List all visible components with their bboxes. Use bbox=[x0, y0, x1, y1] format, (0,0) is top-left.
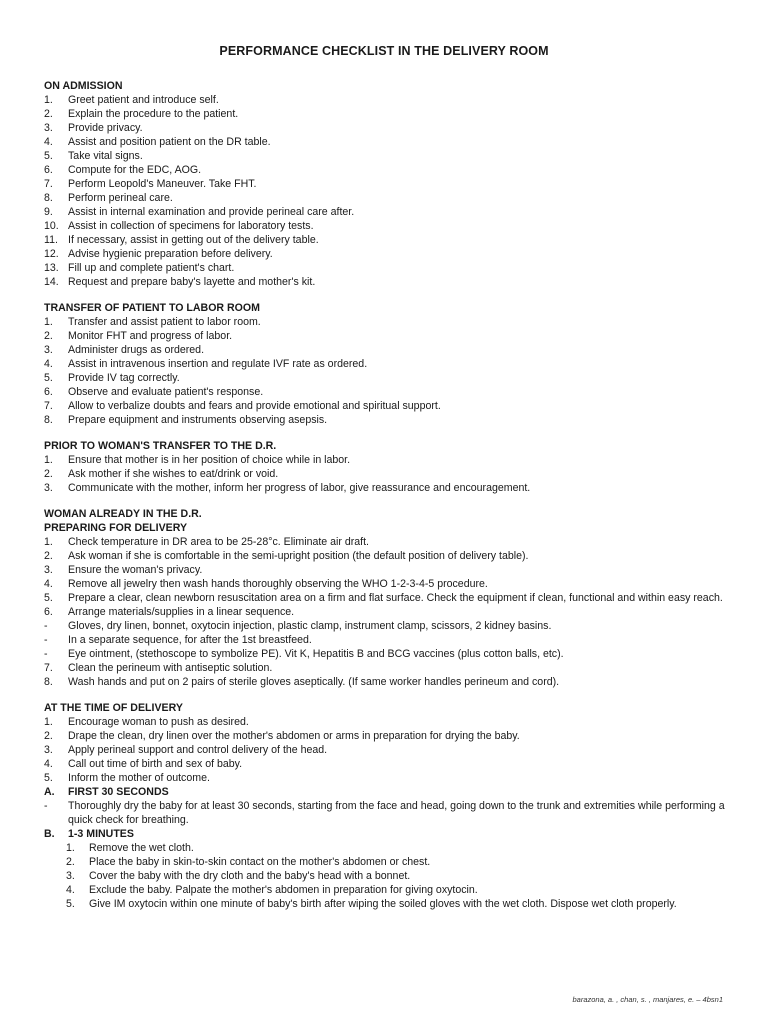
item-text: Wash hands and put on 2 pairs of sterile gloves aseptically. (If same worker handles perineum and cord). bbox=[68, 676, 560, 688]
item-text: Drape the clean, dry linen over the mother's abdomen or arms in preparation for drying the baby. bbox=[68, 730, 520, 742]
item-marker: A. bbox=[44, 786, 55, 798]
item-text: Exclude the baby. Palpate the mother's abdomen in preparation for giving oxytocin. bbox=[89, 884, 478, 896]
item-text: 1-3 MINUTES bbox=[68, 828, 134, 840]
item-marker: 3. bbox=[44, 344, 53, 356]
section-heading: PREPARING FOR DELIVERY bbox=[44, 522, 188, 534]
checklist-item bbox=[44, 107, 734, 121]
item-marker: 1. bbox=[44, 536, 53, 548]
item-text: Ensure the woman's privacy. bbox=[68, 564, 203, 576]
item-marker: 7. bbox=[44, 400, 53, 412]
item-marker: - bbox=[44, 634, 48, 646]
document-title: PERFORMANCE CHECKLIST IN THE DELIVERY ROOM bbox=[219, 44, 549, 58]
checklist-section bbox=[44, 439, 734, 495]
item-text: Administer drugs as ordered. bbox=[68, 344, 205, 356]
item-marker: 6. bbox=[44, 606, 53, 618]
checklist-item bbox=[44, 233, 734, 247]
item-marker: 5. bbox=[44, 592, 53, 604]
checklist-item bbox=[44, 715, 734, 729]
checklist-item bbox=[44, 591, 734, 605]
item-text: Monitor FHT and progress of labor. bbox=[68, 330, 233, 342]
checklist-item bbox=[66, 855, 734, 869]
checklist-item bbox=[44, 619, 734, 633]
item-marker: - bbox=[44, 620, 48, 632]
checklist-item bbox=[44, 121, 734, 135]
checklist-item bbox=[44, 177, 734, 191]
item-marker: 5. bbox=[66, 898, 75, 910]
checklist-item bbox=[44, 729, 734, 743]
checklist-item bbox=[44, 771, 734, 785]
item-marker: 10. bbox=[44, 220, 59, 232]
checklist-section bbox=[44, 301, 734, 427]
item-marker: 5. bbox=[44, 372, 53, 384]
item-marker: 3. bbox=[44, 564, 53, 576]
checklist-item bbox=[44, 481, 734, 495]
section-heading: PRIOR TO WOMAN'S TRANSFER TO THE D.R. bbox=[44, 440, 277, 452]
item-marker: 13. bbox=[44, 262, 59, 274]
item-marker: 3. bbox=[66, 870, 75, 882]
item-text: Perform Leopold's Maneuver. Take FHT. bbox=[68, 178, 257, 190]
checklist-item bbox=[44, 275, 734, 289]
item-marker: 9. bbox=[44, 206, 53, 218]
item-marker: 11. bbox=[44, 234, 58, 246]
checklist-item bbox=[44, 453, 734, 467]
item-text: Place the baby in skin-to-skin contact on the mother's abdomen or chest. bbox=[89, 856, 431, 868]
item-marker: 12. bbox=[44, 248, 59, 260]
checklist-item bbox=[44, 357, 734, 371]
item-text: Gloves, dry linen, bonnet, oxytocin injection, plastic clamp, instrument clamp, scissors, 2 kidney basins. bbox=[68, 620, 552, 632]
item-text: Ensure that mother is in her position of choice while in labor. bbox=[68, 454, 351, 466]
checklist-item bbox=[44, 757, 734, 771]
item-marker: 6. bbox=[44, 164, 53, 176]
item-text: Clean the perineum with antiseptic solution. bbox=[68, 662, 273, 674]
checklist-content bbox=[44, 79, 734, 923]
checklist-item bbox=[44, 827, 734, 841]
section-heading: WOMAN ALREADY IN THE D.R. bbox=[44, 508, 202, 520]
checklist-item bbox=[44, 261, 734, 275]
item-marker: 1. bbox=[44, 94, 53, 106]
item-text: Provide IV tag correctly. bbox=[68, 372, 180, 384]
item-text: Take vital signs. bbox=[68, 150, 143, 162]
checklist-item bbox=[44, 467, 734, 481]
checklist-item bbox=[44, 661, 734, 675]
author-footer: barazona, a. , chan, s. , manjares, e. – 4bsn1 bbox=[572, 995, 723, 1004]
section-heading: TRANSFER OF PATIENT TO LABOR ROOM bbox=[44, 302, 260, 314]
item-text: If necessary, assist in getting out of the delivery table. bbox=[68, 234, 319, 246]
checklist-item bbox=[66, 869, 734, 883]
item-marker: 1. bbox=[44, 316, 53, 328]
item-text: Call out time of birth and sex of baby. bbox=[68, 758, 243, 770]
item-text: Compute for the EDC, AOG. bbox=[68, 164, 202, 176]
item-text: Fill up and complete patient's chart. bbox=[68, 262, 235, 274]
item-marker: 8. bbox=[44, 192, 53, 204]
checklist-item bbox=[44, 163, 734, 177]
item-text: Ask woman if she is comfortable in the semi-upright position (the default position of delivery table). bbox=[68, 550, 529, 562]
checklist-item bbox=[44, 315, 734, 329]
item-marker: 2. bbox=[44, 468, 53, 480]
checklist-item bbox=[44, 549, 734, 563]
item-text: Prepare equipment and instruments observing asepsis. bbox=[68, 414, 328, 426]
checklist-item bbox=[44, 219, 734, 233]
checklist-item bbox=[44, 371, 734, 385]
checklist-item bbox=[44, 647, 734, 661]
item-marker: 4. bbox=[44, 758, 53, 770]
section-heading: AT THE TIME OF DELIVERY bbox=[44, 702, 183, 714]
item-marker: 5. bbox=[44, 150, 53, 162]
item-text: Apply perineal support and control delivery of the head. bbox=[68, 744, 328, 756]
checklist-item bbox=[44, 675, 734, 689]
checklist-item bbox=[44, 329, 734, 343]
checklist-item bbox=[44, 135, 734, 149]
item-text: Remove the wet cloth. bbox=[89, 842, 194, 854]
item-marker: 7. bbox=[44, 662, 53, 674]
checklist-item bbox=[44, 633, 734, 647]
item-text: Greet patient and introduce self. bbox=[68, 94, 219, 106]
checklist-item bbox=[44, 247, 734, 261]
checklist-item bbox=[66, 883, 734, 897]
item-text: Assist in collection of specimens for laboratory tests. bbox=[68, 220, 314, 232]
item-marker: 14. bbox=[44, 276, 59, 288]
item-marker: 2. bbox=[44, 108, 53, 120]
item-text: FIRST 30 SECONDS bbox=[68, 786, 169, 798]
checklist-item bbox=[44, 191, 734, 205]
item-marker: 4. bbox=[44, 578, 53, 590]
item-text: Prepare a clear, clean newborn resuscitation area on a firm and flat surface. Check the equipment if clean, functional and within easy reach. bbox=[68, 592, 723, 604]
checklist-item bbox=[44, 385, 734, 399]
checklist-item bbox=[66, 841, 734, 855]
checklist-item bbox=[44, 413, 734, 427]
item-text: Request and prepare baby's layette and mother's kit. bbox=[68, 276, 316, 288]
item-marker: 2. bbox=[44, 730, 53, 742]
item-marker: 2. bbox=[66, 856, 75, 868]
item-marker: - bbox=[44, 800, 48, 812]
item-text: Allow to verbalize doubts and fears and provide emotional and spiritual support. bbox=[68, 400, 441, 412]
checklist-item bbox=[66, 897, 734, 911]
item-marker: - bbox=[44, 648, 48, 660]
item-text: Inform the mother of outcome. bbox=[68, 772, 210, 784]
checklist-item bbox=[44, 535, 734, 549]
item-marker: 8. bbox=[44, 414, 53, 426]
item-marker: 2. bbox=[44, 550, 53, 562]
item-marker: 3. bbox=[44, 482, 53, 494]
item-text: Eye ointment, (stethoscope to symbolize PE). Vit K, Hepatitis B and BCG vaccines (plus cotton balls, etc). bbox=[68, 648, 564, 660]
checklist-item bbox=[44, 799, 734, 827]
item-marker: 4. bbox=[66, 884, 75, 896]
item-text: Transfer and assist patient to labor room. bbox=[68, 316, 261, 328]
item-text: Cover the baby with the dry cloth and the baby's head with a bonnet. bbox=[89, 870, 411, 882]
item-marker: 1. bbox=[66, 842, 75, 854]
item-text: Observe and evaluate patient's response. bbox=[68, 386, 264, 398]
item-text: Check temperature in DR area to be 25-28°c. Eliminate air draft. bbox=[68, 536, 370, 548]
checklist-section bbox=[44, 507, 734, 689]
checklist-item bbox=[44, 605, 734, 619]
checklist-item bbox=[44, 343, 734, 357]
item-marker: 1. bbox=[44, 454, 53, 466]
item-marker: 5. bbox=[44, 772, 53, 784]
checklist-item bbox=[44, 563, 734, 577]
item-text: Ask mother if she wishes to eat/drink or void. bbox=[68, 468, 279, 480]
item-text: In a separate sequence, for after the 1st breastfeed. bbox=[68, 634, 312, 646]
checklist-section bbox=[44, 79, 734, 289]
sub-checklist bbox=[44, 841, 734, 911]
item-text: Assist and position patient on the DR table. bbox=[68, 136, 271, 148]
item-marker: B. bbox=[44, 828, 55, 840]
checklist-item bbox=[44, 399, 734, 413]
checklist-item bbox=[44, 149, 734, 163]
item-text: Give IM oxytocin within one minute of baby's birth after wiping the soiled gloves with the wet cloth. Dispose wet cloth properly. bbox=[89, 898, 677, 910]
item-marker: 4. bbox=[44, 136, 53, 148]
item-text: Thoroughly dry the baby for at least 30 seconds, starting from the face and head, going down to the trunk and extremities while performing a quick check for breathing. bbox=[68, 800, 725, 826]
checklist-item bbox=[44, 205, 734, 219]
item-text: Assist in internal examination and provide perineal care after. bbox=[68, 206, 355, 218]
item-text: Communicate with the mother, inform her progress of labor, give reassurance and encouragement. bbox=[68, 482, 531, 494]
item-text: Assist in intravenous insertion and regulate IVF rate as ordered. bbox=[68, 358, 368, 370]
item-text: Provide privacy. bbox=[68, 122, 143, 134]
item-text: Perform perineal care. bbox=[68, 192, 173, 204]
item-text: Remove all jewelry then wash hands thoroughly observing the WHO 1-2-3-4-5 procedure. bbox=[68, 578, 488, 590]
checklist-item bbox=[44, 785, 734, 799]
item-marker: 6. bbox=[44, 386, 53, 398]
section-heading: ON ADMISSION bbox=[44, 80, 123, 92]
item-text: Explain the procedure to the patient. bbox=[68, 108, 239, 120]
item-text: Encourage woman to push as desired. bbox=[68, 716, 249, 728]
checklist-section bbox=[44, 701, 734, 911]
checklist-item bbox=[44, 93, 734, 107]
item-marker: 1. bbox=[44, 716, 53, 728]
item-marker: 8. bbox=[44, 676, 53, 688]
item-marker: 3. bbox=[44, 744, 53, 756]
item-marker: 2. bbox=[44, 330, 53, 342]
item-marker: 7. bbox=[44, 178, 53, 190]
item-text: Advise hygienic preparation before delivery. bbox=[68, 248, 273, 260]
item-text: Arrange materials/supplies in a linear sequence. bbox=[68, 606, 295, 618]
item-marker: 4. bbox=[44, 358, 53, 370]
checklist-item bbox=[44, 577, 734, 591]
item-marker: 3. bbox=[44, 122, 53, 134]
checklist-item bbox=[44, 743, 734, 757]
